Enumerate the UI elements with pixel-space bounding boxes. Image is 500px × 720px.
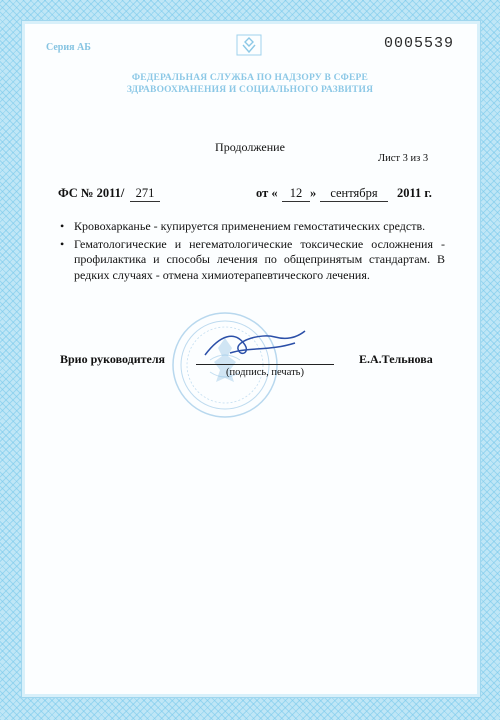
- fs-number: 271: [130, 186, 160, 202]
- signatory-name: Е.А.Тельнова: [359, 352, 433, 366]
- handwritten-signature: [200, 325, 310, 365]
- list-item: • Кровохарканье - купируется применением гемостатических средств.: [60, 219, 445, 235]
- month-field: [320, 186, 388, 202]
- date-month: сентября: [320, 186, 388, 202]
- fs-prefix: ФС № 2011/: [58, 186, 125, 200]
- agency-line-2: ЗДРАВООХРАНЕНИЯ И СОЦИАЛЬНОГО РАЗВИТИЯ: [126, 85, 374, 95]
- date-prefix: от «: [256, 186, 278, 200]
- signatory-role: Врио руководителя: [60, 352, 166, 366]
- fs-number-field: [130, 186, 160, 202]
- sheet-number: Лист 3 из 3: [378, 153, 429, 164]
- agency-name: [90, 72, 410, 96]
- signature-hint: (подпись, печать): [226, 367, 304, 378]
- day-field: [282, 186, 310, 202]
- emblem-icon: [235, 33, 263, 57]
- indications-list: [60, 219, 445, 285]
- list-item: • Гематологические и негематологические токсические осложнения - профилактика и способы лечения по общепринятым стандартам. В редких случаях - отмена химиотерапевтического лечения.: [60, 237, 445, 284]
- continuation-title: Продолжение: [215, 140, 285, 154]
- signature-line: [196, 364, 334, 365]
- form-number: 0005539: [384, 35, 455, 52]
- date-quote: »: [310, 186, 317, 200]
- date-year: 2011 г.: [397, 186, 432, 200]
- series-label: Серия АБ: [46, 42, 91, 53]
- agency-line-1: ФЕДЕРАЛЬНАЯ СЛУЖБА ПО НАДЗОРУ В СФЕРЕ: [131, 73, 369, 83]
- date-day: 12: [282, 186, 310, 202]
